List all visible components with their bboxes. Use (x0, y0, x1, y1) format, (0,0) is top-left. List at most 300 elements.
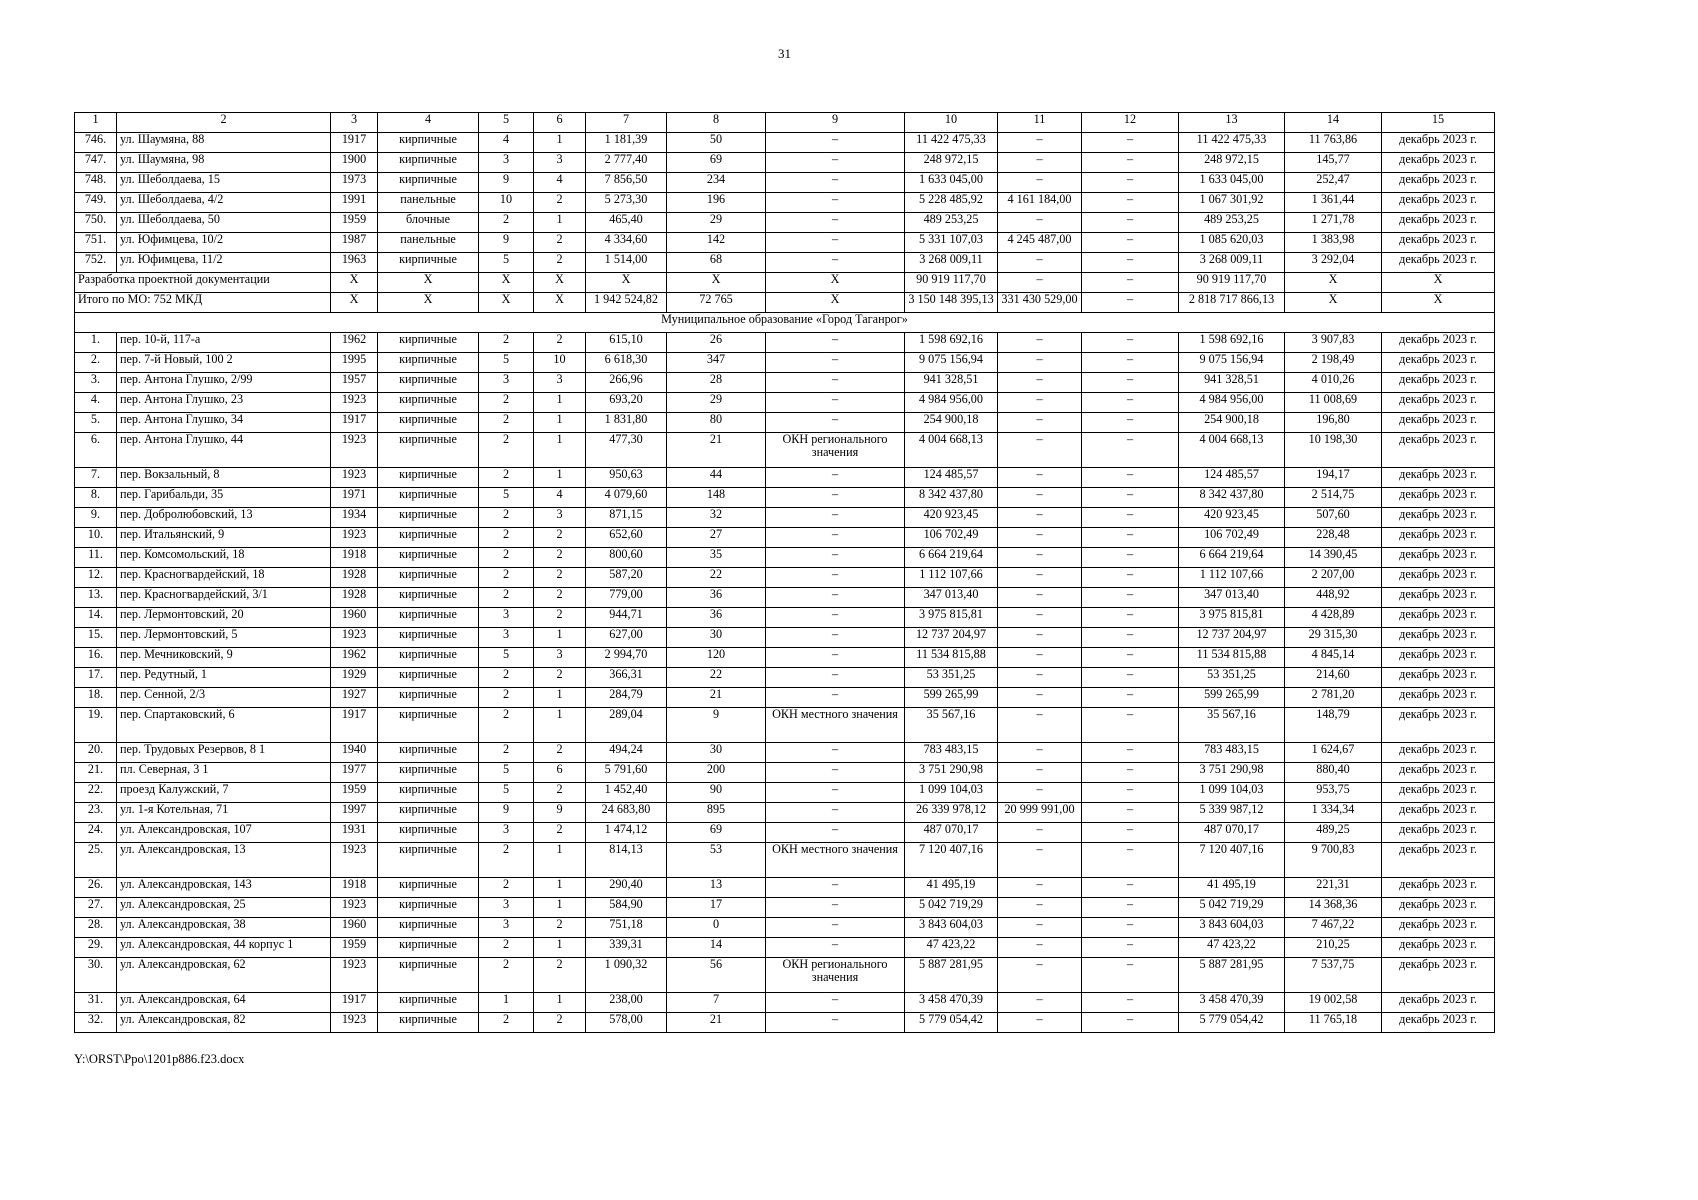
table-cell: – (998, 353, 1082, 373)
table-cell: 347 013,40 (1179, 588, 1285, 608)
table-cell: 284,79 (586, 688, 667, 708)
column-number-cell: 4 (378, 113, 479, 133)
table-cell: – (998, 548, 1082, 568)
table-row (75, 133, 1495, 153)
table-cell: 145,77 (1285, 153, 1382, 173)
table-cell: 4 428,89 (1285, 608, 1382, 628)
table-cell: 234 (667, 173, 766, 193)
table-row (75, 193, 1495, 213)
table-cell: 615,10 (586, 333, 667, 353)
table-cell: 1957 (331, 373, 378, 393)
table-cell: 1 181,39 (586, 133, 667, 153)
table-cell: 2 (479, 468, 534, 488)
table-cell: ул. Шаумяна, 98 (117, 153, 331, 173)
table-cell: пл. Северная, 3 1 (117, 763, 331, 783)
table-cell: ул. Александровская, 38 (117, 918, 331, 938)
table-cell: 3 (479, 898, 534, 918)
table-cell: 17. (75, 668, 117, 688)
table-cell: – (1082, 468, 1179, 488)
table-cell: 221,31 (1285, 878, 1382, 898)
table-cell: декабрь 2023 г. (1382, 508, 1495, 528)
table-cell: 2 (479, 213, 534, 233)
table-cell: 68 (667, 253, 766, 273)
table-cell: – (766, 548, 905, 568)
table-cell: кирпичные (378, 508, 479, 528)
table-cell: 1 633 045,00 (1179, 173, 1285, 193)
table-cell: – (766, 213, 905, 233)
table-cell: 29 (667, 393, 766, 413)
table-row (75, 233, 1495, 253)
table-cell: – (998, 993, 1082, 1013)
table-cell: 8 342 437,80 (1179, 488, 1285, 508)
table-cell: 1 514,00 (586, 253, 667, 273)
table-cell: пер. 7-й Новый, 100 2 (117, 353, 331, 373)
table-cell: – (1082, 628, 1179, 648)
table-cell: 41 495,19 (1179, 878, 1285, 898)
table-cell: – (1082, 823, 1179, 843)
table-cell: блочные (378, 213, 479, 233)
table-cell: 1918 (331, 878, 378, 898)
table-cell: декабрь 2023 г. (1382, 548, 1495, 568)
table-cell: – (1082, 708, 1179, 743)
table-cell: 420 923,45 (1179, 508, 1285, 528)
table-cell: ул. Александровская, 143 (117, 878, 331, 898)
table-cell: кирпичные (378, 743, 479, 763)
table-cell: 3 458 470,39 (1179, 993, 1285, 1013)
table-cell: 7 467,22 (1285, 918, 1382, 938)
table-cell: 1923 (331, 468, 378, 488)
table-cell: – (1082, 898, 1179, 918)
table-row (75, 938, 1495, 958)
table-cell: 2 (534, 783, 586, 803)
table-cell: – (998, 528, 1082, 548)
table-cell: – (766, 488, 905, 508)
column-number-cell: 2 (117, 113, 331, 133)
table-cell: 487 070,17 (905, 823, 998, 843)
table-cell: – (998, 708, 1082, 743)
table-cell: – (1082, 488, 1179, 508)
table-cell: декабрь 2023 г. (1382, 783, 1495, 803)
table-cell: – (998, 843, 1082, 878)
table-cell: 5 042 719,29 (905, 898, 998, 918)
table-cell: 11 422 475,33 (1179, 133, 1285, 153)
table-cell: 1 (534, 133, 586, 153)
table-cell: – (998, 173, 1082, 193)
table-cell: – (766, 938, 905, 958)
table-row (75, 608, 1495, 628)
table-row (75, 668, 1495, 688)
table-row (75, 743, 1495, 763)
table-cell: 22 (667, 668, 766, 688)
table-cell: 12 737 204,97 (1179, 628, 1285, 648)
table-cell: X (1382, 273, 1495, 293)
table-cell: 10. (75, 528, 117, 548)
table-cell: 1973 (331, 173, 378, 193)
table-cell: – (1082, 193, 1179, 213)
table-cell: 3 843 604,03 (905, 918, 998, 938)
page-number: 31 (778, 46, 791, 61)
table-cell: кирпичные (378, 918, 479, 938)
table-cell: – (1082, 273, 1179, 293)
table-cell: 1923 (331, 958, 378, 993)
table-cell: ул. Александровская, 82 (117, 1013, 331, 1033)
table-cell: 19. (75, 708, 117, 743)
table-cell: декабрь 2023 г. (1382, 468, 1495, 488)
table-cell: 751. (75, 233, 117, 253)
table-cell: – (766, 878, 905, 898)
table-cell: 747. (75, 153, 117, 173)
table-cell: 4 004 668,13 (1179, 433, 1285, 468)
table-cell: X (331, 273, 378, 293)
table-cell: 53 351,25 (1179, 668, 1285, 688)
table-cell: кирпичные (378, 333, 479, 353)
table-row (75, 548, 1495, 568)
table-cell: – (766, 373, 905, 393)
table-cell: 1971 (331, 488, 378, 508)
table-cell: X (586, 273, 667, 293)
table-cell: – (1082, 938, 1179, 958)
table-cell: 3 (479, 608, 534, 628)
table-cell: – (766, 823, 905, 843)
table-cell: X (1285, 293, 1382, 313)
table-cell: пер. Лермонтовский, 5 (117, 628, 331, 648)
table-cell: пер. Вокзальный, 8 (117, 468, 331, 488)
table-cell: 2 (534, 333, 586, 353)
table-cell: декабрь 2023 г. (1382, 628, 1495, 648)
table-cell: – (998, 648, 1082, 668)
table-cell: 3 458 470,39 (905, 993, 998, 1013)
table-cell: – (1082, 133, 1179, 153)
table-cell: 2 (479, 588, 534, 608)
table-cell: 7 120 407,16 (905, 843, 998, 878)
table-cell: 8. (75, 488, 117, 508)
table-cell: 779,00 (586, 588, 667, 608)
table-cell: 6 (534, 763, 586, 783)
table-row (75, 898, 1495, 918)
table-cell: 2 (534, 548, 586, 568)
table-cell: – (998, 588, 1082, 608)
table-cell: декабрь 2023 г. (1382, 843, 1495, 878)
table-cell: – (766, 763, 905, 783)
table-cell: 1997 (331, 803, 378, 823)
table-cell: 3 (479, 373, 534, 393)
table-cell: 21 (667, 688, 766, 708)
table-cell: 9 (479, 803, 534, 823)
table-cell: 196 (667, 193, 766, 213)
table-row (75, 568, 1495, 588)
table-cell: – (998, 668, 1082, 688)
table-cell: – (1082, 743, 1179, 763)
column-number-cell: 12 (1082, 113, 1179, 133)
table-row (75, 353, 1495, 373)
table-cell: 9 (479, 173, 534, 193)
table-cell: 254 900,18 (905, 413, 998, 433)
table-cell: 7 (667, 993, 766, 1013)
table-cell: – (998, 568, 1082, 588)
table-cell: – (998, 958, 1082, 993)
table-cell: – (1082, 803, 1179, 823)
table-cell: – (766, 568, 905, 588)
table-cell: 9 700,83 (1285, 843, 1382, 878)
table-row (75, 488, 1495, 508)
table-cell: ул. Александровская, 107 (117, 823, 331, 843)
table-cell: 2 (534, 588, 586, 608)
table-cell: 248 972,15 (1179, 153, 1285, 173)
table-cell: X (667, 273, 766, 293)
table-cell: 35 (667, 548, 766, 568)
table-cell: 106 702,49 (905, 528, 998, 548)
table-row (75, 373, 1495, 393)
table-cell: – (766, 193, 905, 213)
table-cell: кирпичные (378, 938, 479, 958)
table-cell: 1934 (331, 508, 378, 528)
table-cell: 3. (75, 373, 117, 393)
table-cell: 1 361,44 (1285, 193, 1382, 213)
table-cell: 50 (667, 133, 766, 153)
table-cell: – (998, 433, 1082, 468)
table-cell: 23. (75, 803, 117, 823)
table-cell: декабрь 2023 г. (1382, 133, 1495, 153)
table-cell: 941 328,51 (1179, 373, 1285, 393)
table-cell: 1 (534, 708, 586, 743)
table-cell: 1 383,98 (1285, 233, 1382, 253)
table-cell: кирпичные (378, 958, 479, 993)
table-cell: 10 (479, 193, 534, 213)
table-cell: 944,71 (586, 608, 667, 628)
table-cell: кирпичные (378, 898, 479, 918)
table-cell: 752. (75, 253, 117, 273)
table-cell: 90 919 117,70 (905, 273, 998, 293)
table-cell: 1 (534, 393, 586, 413)
table-cell: – (1082, 213, 1179, 233)
column-number-cell: 7 (586, 113, 667, 133)
table-cell: 2 (534, 568, 586, 588)
table-cell: 3 751 290,98 (1179, 763, 1285, 783)
table-cell: 4 (534, 173, 586, 193)
table-cell: 4. (75, 393, 117, 413)
table-cell: 494,24 (586, 743, 667, 763)
table-cell: 14 368,36 (1285, 898, 1382, 918)
table-row (75, 878, 1495, 898)
table-cell: пер. Сенной, 2/3 (117, 688, 331, 708)
table-cell: 1 831,80 (586, 413, 667, 433)
table-cell: – (1082, 958, 1179, 993)
table-cell: 2 (534, 743, 586, 763)
table-cell: пер. Красногвардейский, 18 (117, 568, 331, 588)
table-cell: декабрь 2023 г. (1382, 823, 1495, 843)
table-cell: 2 (479, 508, 534, 528)
table-cell: – (998, 1013, 1082, 1033)
table-cell: 749. (75, 193, 117, 213)
column-number-cell: 10 (905, 113, 998, 133)
table-cell: 465,40 (586, 213, 667, 233)
table-cell: 252,47 (1285, 173, 1382, 193)
table-cell: кирпичные (378, 783, 479, 803)
table-cell: 90 919 117,70 (1179, 273, 1285, 293)
table-cell: – (1082, 373, 1179, 393)
table-cell: ул. Александровская, 64 (117, 993, 331, 1013)
table-cell: 652,60 (586, 528, 667, 548)
table-cell: 1 112 107,66 (1179, 568, 1285, 588)
table-cell: 4 010,26 (1285, 373, 1382, 393)
table-cell: 1940 (331, 743, 378, 763)
table-cell: – (998, 763, 1082, 783)
table-cell: 339,31 (586, 938, 667, 958)
table-cell: – (1082, 393, 1179, 413)
table-row (75, 708, 1495, 743)
table-cell: 1 (534, 468, 586, 488)
table-cell: – (1082, 878, 1179, 898)
table-cell: 5 887 281,95 (905, 958, 998, 993)
table-cell: 2 (534, 668, 586, 688)
table-cell: – (766, 233, 905, 253)
summary-row (75, 293, 1495, 313)
table-cell: – (766, 993, 905, 1013)
table-cell: X (479, 273, 534, 293)
table-row (75, 393, 1495, 413)
table-cell: 194,17 (1285, 468, 1382, 488)
table-cell: 2 (534, 1013, 586, 1033)
table-cell: 1923 (331, 843, 378, 878)
table-cell: 124 485,57 (905, 468, 998, 488)
table-cell: 29. (75, 938, 117, 958)
table-cell: – (998, 783, 1082, 803)
table-cell: – (1082, 548, 1179, 568)
table-cell: 4 004 668,13 (905, 433, 998, 468)
table-cell: 30 (667, 743, 766, 763)
table-cell: 2 (479, 708, 534, 743)
table-cell: 3 (479, 918, 534, 938)
table-cell: 587,20 (586, 568, 667, 588)
table-cell: 5 (479, 648, 534, 668)
table-cell: 1 (534, 878, 586, 898)
table-row (75, 213, 1495, 233)
table-cell: 3 907,83 (1285, 333, 1382, 353)
table-cell: 1 (534, 898, 586, 918)
table-cell: декабрь 2023 г. (1382, 193, 1495, 213)
table-cell: – (766, 1013, 905, 1033)
table-cell: – (998, 373, 1082, 393)
table-cell: 693,20 (586, 393, 667, 413)
table-cell: 2 (479, 548, 534, 568)
table-cell: декабрь 2023 г. (1382, 918, 1495, 938)
table-cell: пер. Добролюбовский, 13 (117, 508, 331, 528)
table-cell: 36 (667, 608, 766, 628)
table-cell: декабрь 2023 г. (1382, 413, 1495, 433)
table-cell: 5 (479, 253, 534, 273)
table-cell: – (998, 823, 1082, 843)
table-cell: кирпичные (378, 843, 479, 878)
table-cell: – (1082, 918, 1179, 938)
table-cell: 26 339 978,12 (905, 803, 998, 823)
table-cell: X (534, 293, 586, 313)
table-cell: 1960 (331, 608, 378, 628)
table-cell: 1 (534, 993, 586, 1013)
table-cell: кирпичные (378, 528, 479, 548)
table-cell: кирпичные (378, 708, 479, 743)
table-cell: – (1082, 253, 1179, 273)
table-cell: 2 (534, 823, 586, 843)
table-cell: – (998, 938, 1082, 958)
table-cell: 1917 (331, 993, 378, 1013)
table-cell: проезд Калужский, 7 (117, 783, 331, 803)
table-cell: 5 042 719,29 (1179, 898, 1285, 918)
table-cell: 3 (479, 153, 534, 173)
table-cell: панельные (378, 193, 479, 213)
table-cell: кирпичные (378, 393, 479, 413)
table-cell: 1931 (331, 823, 378, 843)
table-cell: – (766, 528, 905, 548)
table-cell: X (766, 273, 905, 293)
table-cell: 12 737 204,97 (905, 628, 998, 648)
table-cell: 31. (75, 993, 117, 1013)
table-cell: 953,75 (1285, 783, 1382, 803)
table-cell: – (1082, 233, 1179, 253)
table-cell: 4 (479, 133, 534, 153)
table-cell: 2 781,20 (1285, 688, 1382, 708)
table-cell: 14 390,45 (1285, 548, 1382, 568)
table-cell: 1 (534, 628, 586, 648)
table-cell: – (766, 588, 905, 608)
table-cell: X (331, 293, 378, 313)
table-cell: 1927 (331, 688, 378, 708)
table-cell: – (766, 393, 905, 413)
table-cell: декабрь 2023 г. (1382, 333, 1495, 353)
table-cell: 3 268 009,11 (905, 253, 998, 273)
table-cell: 1 452,40 (586, 783, 667, 803)
table-cell: – (998, 488, 1082, 508)
table-cell: декабрь 2023 г. (1382, 608, 1495, 628)
table-cell: 7 120 407,16 (1179, 843, 1285, 878)
table-cell: 2 (479, 433, 534, 468)
column-number-cell: 11 (998, 113, 1082, 133)
table-cell: ул. Юфимцева, 11/2 (117, 253, 331, 273)
table-cell: – (766, 628, 905, 648)
table-cell: 1962 (331, 648, 378, 668)
table-cell: пер. Антона Глушко, 2/99 (117, 373, 331, 393)
table-cell: 751,18 (586, 918, 667, 938)
table-cell: – (998, 333, 1082, 353)
table-cell: – (766, 173, 905, 193)
table-cell: пер. Лермонтовский, 20 (117, 608, 331, 628)
table-cell: 28. (75, 918, 117, 938)
table-cell: декабрь 2023 г. (1382, 958, 1495, 993)
table-cell: 32. (75, 1013, 117, 1033)
table-cell: – (998, 153, 1082, 173)
table-row (75, 843, 1495, 878)
table-cell: 1929 (331, 668, 378, 688)
table-cell: 9 (534, 803, 586, 823)
table-cell: – (998, 133, 1082, 153)
table-cell: 2 818 717 866,13 (1179, 293, 1285, 313)
table-row (75, 648, 1495, 668)
table-cell: 210,25 (1285, 938, 1382, 958)
table-cell: 7 537,75 (1285, 958, 1382, 993)
table-cell: 53 (667, 843, 766, 878)
table-cell: 2 (534, 958, 586, 993)
table-cell: – (998, 898, 1082, 918)
table-cell: – (1082, 173, 1179, 193)
table-cell: 2 (479, 413, 534, 433)
table-cell: пер. Спартаковский, 6 (117, 708, 331, 743)
table-cell: 1923 (331, 1013, 378, 1033)
table-cell: 20. (75, 743, 117, 763)
table-cell: 16. (75, 648, 117, 668)
table-cell: 1900 (331, 153, 378, 173)
table-row (75, 528, 1495, 548)
table-cell: 3 (534, 153, 586, 173)
table-cell: кирпичные (378, 153, 479, 173)
